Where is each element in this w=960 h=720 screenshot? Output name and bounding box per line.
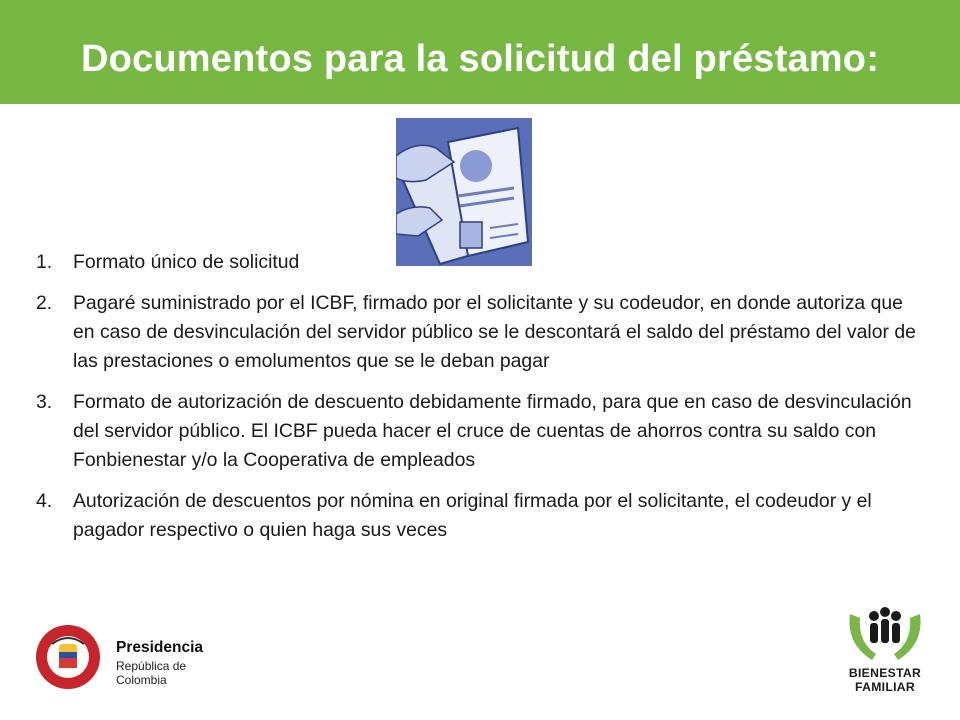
colombia-seal-icon bbox=[30, 622, 110, 692]
presidencia-subtitle: República de Colombia bbox=[116, 659, 187, 687]
bienestar-hands-icon bbox=[842, 604, 928, 666]
item-number: 4. bbox=[36, 490, 53, 512]
item-text: Formato de autorización de descuento debidamente firmado, para que en caso de desvinculación del servidor público. El ICBF pueda hacer el cruce de cuentas de ahorros contra su saldo con Fonbienestar y/o la Cooperativa de empleados bbox=[73, 391, 912, 471]
bienestar-line1: BIENESTAR bbox=[848, 666, 922, 680]
list-item bbox=[36, 388, 916, 475]
item-text: Pagaré suministrado por el ICBF, firmado por el solicitante y su codeudor, en donde autoriza que en caso de desvinculación del servidor público se le descontará el saldo del préstamo del valor de las prestaciones o emolumentos que se le deban pagar bbox=[73, 292, 916, 372]
item-text: Formato único de solicitud bbox=[73, 251, 300, 273]
bienestar-familiar-logo bbox=[842, 604, 928, 696]
presidencia-logo bbox=[30, 622, 236, 692]
item-text: Autorización de descuentos por nómina en original firmada por el solicitante, el codeudor y el pagador respectivo o quien haga sus veces bbox=[73, 490, 872, 541]
list-item bbox=[36, 289, 916, 376]
item-number: 1. bbox=[36, 251, 53, 273]
item-number: 3. bbox=[36, 391, 53, 413]
slide-title: Documentos para la solicitud del préstamo: bbox=[80, 38, 880, 80]
bienestar-line2: FAMILIAR bbox=[855, 680, 915, 694]
requirements-list bbox=[36, 248, 916, 557]
item-number: 2. bbox=[36, 292, 53, 314]
presidencia-title: Presidencia bbox=[116, 639, 204, 656]
list-item bbox=[36, 487, 916, 545]
document-handover-icon bbox=[396, 118, 532, 266]
list-item bbox=[36, 248, 916, 277]
title-bar bbox=[0, 0, 960, 104]
